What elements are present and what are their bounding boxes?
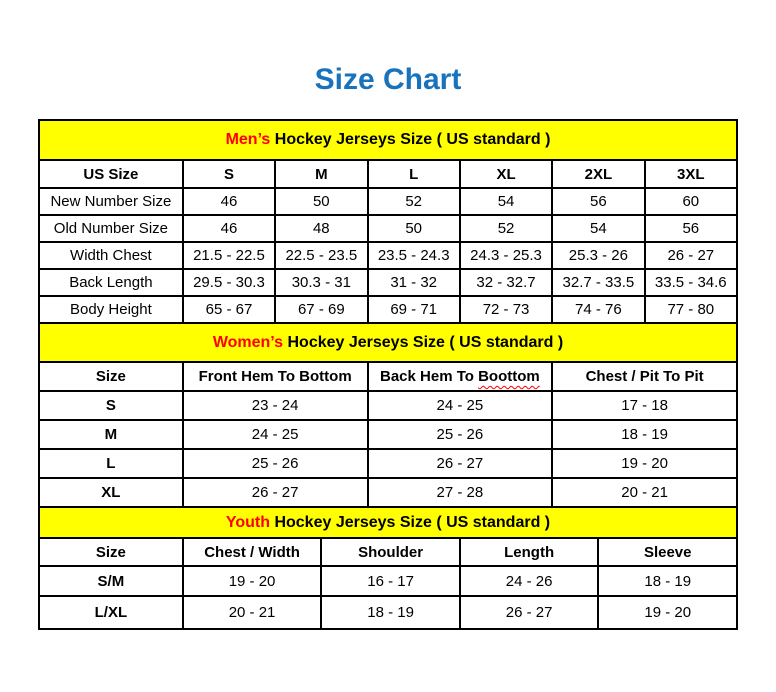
section-heading-accent: Men’s <box>225 131 271 148</box>
size-chart-tables <box>38 119 738 630</box>
size-table-womens <box>38 322 738 508</box>
size-value-cell: 18 - 19 <box>598 566 737 596</box>
size-value-cell: 33.5 - 34.6 <box>645 269 737 296</box>
size-value-cell: 20 - 21 <box>183 596 322 629</box>
column-header-mens-1: S <box>183 160 275 188</box>
size-value-cell: 26 - 27 <box>460 596 599 629</box>
section-heading-accent: Youth <box>225 513 270 531</box>
size-value-cell: 21.5 - 22.5 <box>183 242 275 269</box>
size-value-cell: 25 - 26 <box>183 449 368 478</box>
row-label: Old Number Size <box>39 215 183 242</box>
column-header-mens-5: 2XL <box>552 160 644 188</box>
column-header-youth-0: Size <box>39 538 183 566</box>
size-value-cell: 32.7 - 33.5 <box>552 269 644 296</box>
size-value-cell: 26 - 27 <box>183 478 368 507</box>
column-header-mens-2: M <box>275 160 367 188</box>
size-value-cell: 26 - 27 <box>645 242 737 269</box>
size-row-youth-1 <box>39 596 737 629</box>
column-header-row <box>39 160 737 188</box>
section-band-row <box>39 323 737 362</box>
column-header-youth-2: Shoulder <box>321 538 460 566</box>
size-value-cell: 24 - 26 <box>460 566 599 596</box>
column-header-youth-4: Sleeve <box>598 538 737 566</box>
size-value-cell: 31 - 32 <box>368 269 460 296</box>
section-heading-rest: Hockey Jerseys Size ( US standard ) <box>270 131 551 148</box>
size-value-cell: 54 <box>552 215 644 242</box>
column-header-mens-0: US Size <box>39 160 183 188</box>
column-header-youth-3: Length <box>460 538 599 566</box>
size-value-cell: 46 <box>183 188 275 215</box>
row-label: Width Chest <box>39 242 183 269</box>
size-value-cell: 20 - 21 <box>552 478 737 507</box>
size-value-cell: 32 - 32.7 <box>460 269 552 296</box>
column-header-womens-3: Chest / Pit To Pit <box>552 362 737 391</box>
size-value-cell: 16 - 17 <box>321 566 460 596</box>
row-label: L <box>39 449 183 478</box>
row-label: L/XL <box>39 596 183 629</box>
size-value-cell: 50 <box>275 188 367 215</box>
section-heading-rest: Hockey Jerseys Size ( US standard ) <box>283 333 564 351</box>
column-header-womens-2 <box>368 362 553 391</box>
column-header-text: Back Hem To <box>380 368 479 385</box>
size-value-cell: 18 - 19 <box>552 420 737 449</box>
spellcheck-underline-word: Boottom <box>478 368 540 385</box>
size-value-cell: 46 <box>183 215 275 242</box>
column-header-mens-6: 3XL <box>645 160 737 188</box>
size-value-cell: 22.5 - 23.5 <box>275 242 367 269</box>
row-label: XL <box>39 478 183 507</box>
size-row-womens-3 <box>39 478 737 507</box>
size-row-mens-0 <box>39 188 737 215</box>
size-value-cell: 54 <box>460 188 552 215</box>
size-value-cell: 77 - 80 <box>645 296 737 323</box>
size-row-womens-2 <box>39 449 737 478</box>
size-table-youth <box>38 506 738 630</box>
size-row-mens-4 <box>39 296 737 323</box>
row-label: S <box>39 391 183 420</box>
size-value-cell: 72 - 73 <box>460 296 552 323</box>
size-value-cell: 23.5 - 24.3 <box>368 242 460 269</box>
size-value-cell: 25 - 26 <box>368 420 553 449</box>
size-value-cell: 29.5 - 30.3 <box>183 269 275 296</box>
size-row-mens-1 <box>39 215 737 242</box>
column-header-row <box>39 538 737 566</box>
size-value-cell: 52 <box>460 215 552 242</box>
size-row-womens-1 <box>39 420 737 449</box>
size-value-cell: 25.3 - 26 <box>552 242 644 269</box>
column-header-youth-1: Chest / Width <box>183 538 322 566</box>
section-band-row <box>39 120 737 160</box>
column-header-mens-3: L <box>368 160 460 188</box>
size-value-cell: 23 - 24 <box>183 391 368 420</box>
column-header-row <box>39 362 737 391</box>
section-heading-youth <box>39 507 737 538</box>
size-value-cell: 24 - 25 <box>368 391 553 420</box>
size-value-cell: 48 <box>275 215 367 242</box>
size-value-cell: 50 <box>368 215 460 242</box>
column-header-womens-1: Front Hem To Bottom <box>183 362 368 391</box>
size-value-cell: 67 - 69 <box>275 296 367 323</box>
row-label: New Number Size <box>39 188 183 215</box>
column-header-mens-4: XL <box>460 160 552 188</box>
size-value-cell: 24.3 - 25.3 <box>460 242 552 269</box>
size-value-cell: 26 - 27 <box>368 449 553 478</box>
section-heading-rest: Hockey Jerseys Size ( US standard ) <box>270 513 551 531</box>
row-label: M <box>39 420 183 449</box>
size-value-cell: 18 - 19 <box>321 596 460 629</box>
section-heading-mens <box>39 120 737 160</box>
row-label: S/M <box>39 566 183 596</box>
size-value-cell: 74 - 76 <box>552 296 644 323</box>
size-row-mens-3 <box>39 269 737 296</box>
section-heading-accent: Women’s <box>212 333 284 351</box>
size-value-cell: 19 - 20 <box>183 566 322 596</box>
section-band-row <box>39 507 737 538</box>
size-value-cell: 17 - 18 <box>552 391 737 420</box>
size-row-youth-0 <box>39 566 737 596</box>
size-table-mens <box>38 119 738 324</box>
size-value-cell: 27 - 28 <box>368 478 553 507</box>
size-value-cell: 30.3 - 31 <box>275 269 367 296</box>
row-label: Back Length <box>39 269 183 296</box>
size-row-womens-0 <box>39 391 737 420</box>
row-label: Body Height <box>39 296 183 323</box>
size-value-cell: 19 - 20 <box>598 596 737 629</box>
column-header-womens-0: Size <box>39 362 183 391</box>
size-value-cell: 56 <box>552 188 644 215</box>
size-value-cell: 19 - 20 <box>552 449 737 478</box>
size-value-cell: 60 <box>645 188 737 215</box>
size-value-cell: 24 - 25 <box>183 420 368 449</box>
size-value-cell: 52 <box>368 188 460 215</box>
size-value-cell: 65 - 67 <box>183 296 275 323</box>
size-row-mens-2 <box>39 242 737 269</box>
page-title: Size Chart <box>314 63 462 96</box>
size-value-cell: 69 - 71 <box>368 296 460 323</box>
section-heading-womens <box>39 323 737 362</box>
size-value-cell: 56 <box>645 215 737 242</box>
